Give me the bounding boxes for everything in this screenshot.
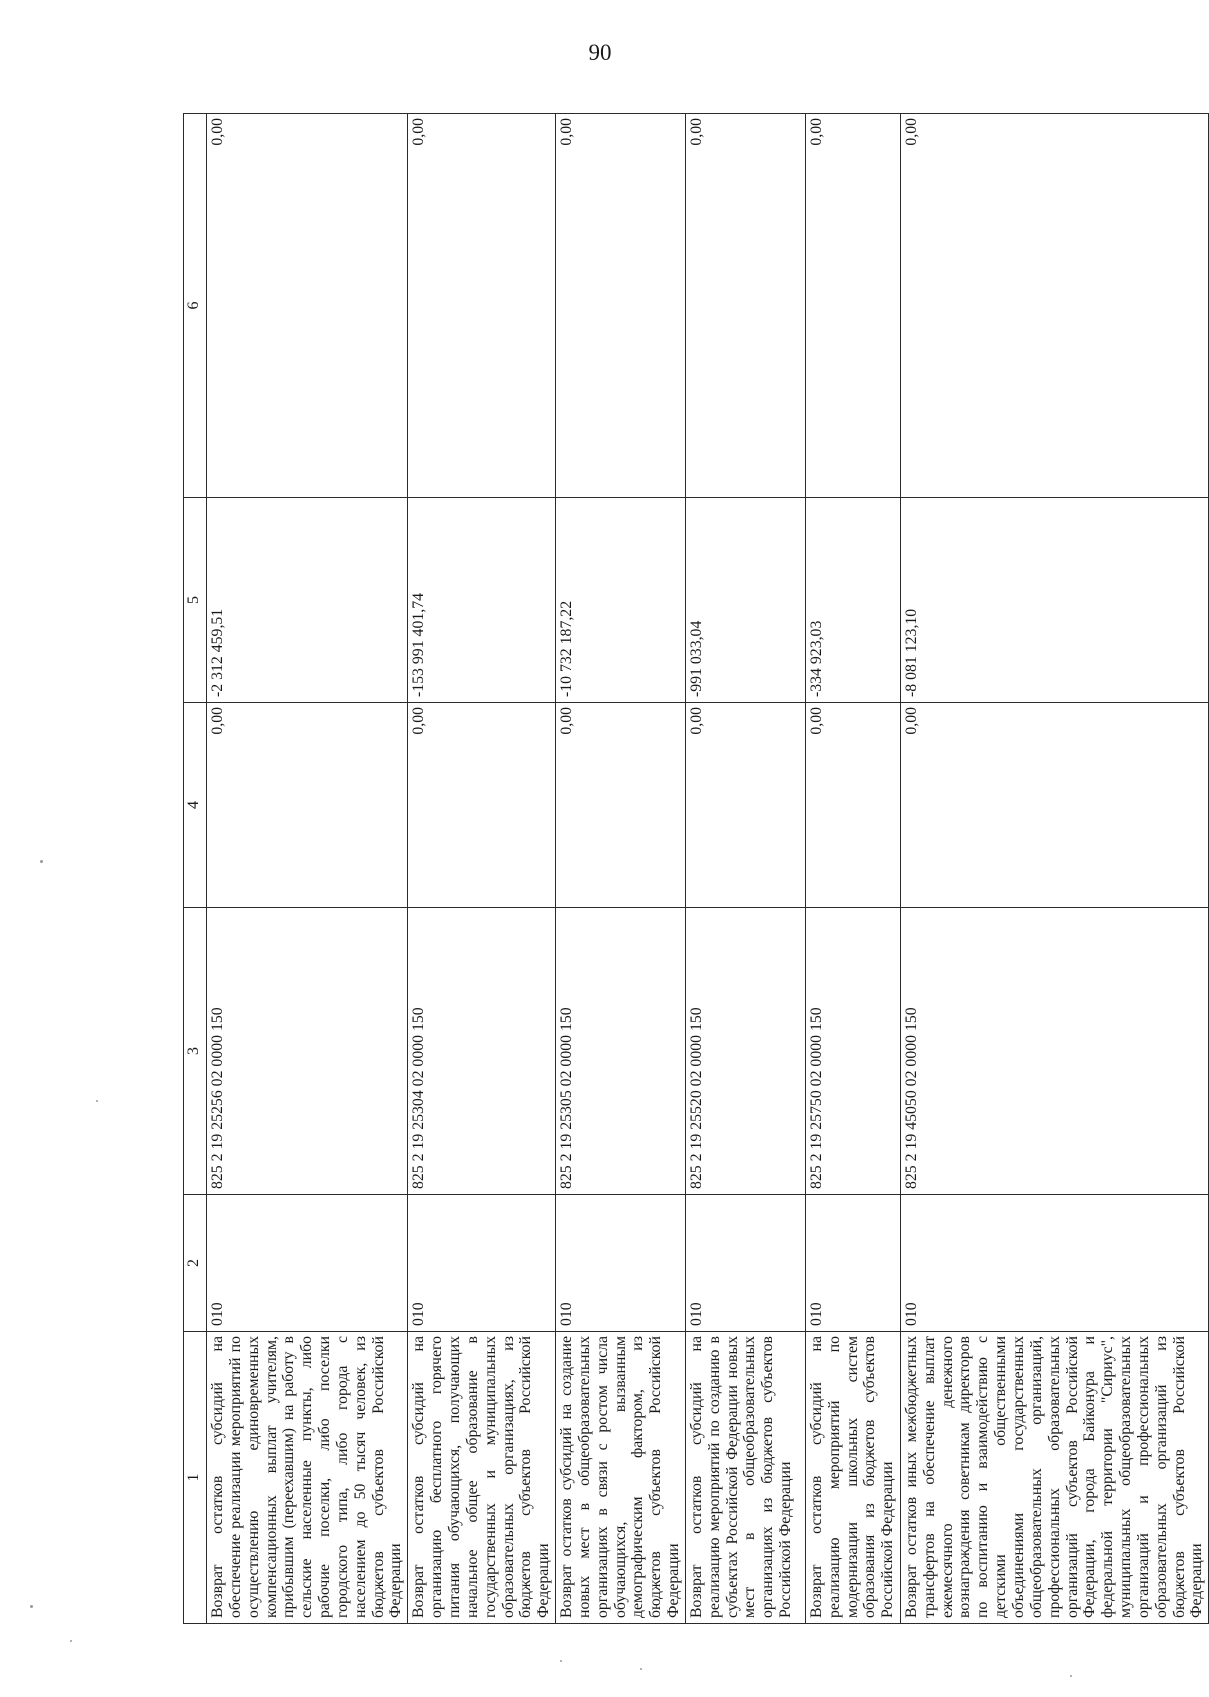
table-header-row	[184, 114, 207, 1624]
row-line-code: 010	[207, 1195, 408, 1332]
scan-speck	[70, 1640, 72, 1642]
row-col4-value: 0,00	[207, 703, 408, 908]
table-row	[408, 114, 556, 1624]
table-row	[556, 114, 686, 1624]
scan-speck	[640, 1668, 642, 1670]
row-col6-value: 0,00	[556, 114, 686, 498]
row-col6-value: 0,00	[207, 114, 408, 498]
row-col6-value: 0,00	[408, 114, 556, 498]
header-col-1: 1	[184, 1332, 207, 1624]
row-kbk-code: 825 2 19 25750 02 0000 150	[805, 908, 900, 1195]
budget-table	[183, 113, 1209, 1624]
row-line-code: 010	[805, 1195, 900, 1332]
scan-speck	[560, 1660, 562, 1662]
header-col-4: 4	[184, 703, 207, 908]
scan-speck	[1070, 1675, 1072, 1677]
scan-speck	[96, 1100, 98, 1102]
header-col-6: 6	[184, 114, 207, 498]
table-row	[900, 114, 1208, 1624]
row-description: Возврат остатков субсидий на организацию бесплатного горячего питания обучающихся, получающих начальное общее образование в государственных и муниципальных образовательных организациях, из бюджетов субъектов Российской Федерации	[408, 1332, 556, 1624]
header-col-3: 3	[184, 908, 207, 1195]
row-col6-value: 0,00	[685, 114, 805, 498]
row-col5-value: -334 923,03	[805, 498, 900, 703]
row-kbk-code: 825 2 19 25304 02 0000 150	[408, 908, 556, 1195]
row-line-code: 010	[408, 1195, 556, 1332]
row-line-code: 010	[556, 1195, 686, 1332]
row-col4-value: 0,00	[900, 703, 1208, 908]
header-col-2: 2	[184, 1195, 207, 1332]
rotated-table-container	[183, 114, 1206, 1624]
row-col5-value: -10 732 187,22	[556, 498, 686, 703]
row-line-code: 010	[685, 1195, 805, 1332]
table-row	[805, 114, 900, 1624]
row-col6-value: 0,00	[805, 114, 900, 498]
row-description: Возврат остатков субсидий на реализацию мероприятий по созданию в субъектах Российской Федерации новых мест в общеобразовательных организациях из бюджетов субъектов Российской Федерации	[685, 1332, 805, 1624]
row-col6-value: 0,00	[900, 114, 1208, 498]
row-col5-value: -8 081 123,10	[900, 498, 1208, 703]
row-kbk-code: 825 2 19 25520 02 0000 150	[685, 908, 805, 1195]
row-col4-value: 0,00	[556, 703, 686, 908]
table-row	[685, 114, 805, 1624]
scan-speck	[40, 860, 43, 863]
row-kbk-code: 825 2 19 25305 02 0000 150	[556, 908, 686, 1195]
row-col4-value: 0,00	[685, 703, 805, 908]
row-kbk-code: 825 2 19 25256 02 0000 150	[207, 908, 408, 1195]
row-description: Возврат остатков субсидий на обеспечение реализации мероприятий по осуществлению единовременных компенсационных выплат учителям, прибывшим (переехавшим) на работу в сельские населенные пункты, либо рабочие поселки, либо поселки городского типа, либо города с населением до 50 тысяч человек, из бюджетов субъектов Российской Федерации	[207, 1332, 408, 1624]
scan-speck	[30, 1605, 33, 1608]
row-col4-value: 0,00	[408, 703, 556, 908]
row-description: Возврат остатков иных межбюджетных трансфертов на обеспечение выплат ежемесячного денежного вознаграждения советникам директоров по воспитанию и взаимодействию с детскими общественными объединениями государственных общеобразовательных организаций, профессиональных образовательных организаций субъектов Российской Федерации, города Байконура и федеральной территории "Сириус", муниципальных общеобразовательных организаций и профессиональных образовательных организаций из бюджетов субъектов Российской Федерации	[900, 1332, 1208, 1624]
row-kbk-code: 825 2 19 45050 02 0000 150	[900, 908, 1208, 1195]
page-number: 90	[588, 40, 612, 65]
row-description: Возврат остатков субсидий на реализацию мероприятий по модернизации школьных систем образования из бюджетов субъектов Российской Федерации	[805, 1332, 900, 1624]
row-line-code: 010	[900, 1195, 1208, 1332]
row-col5-value: -153 991 401,74	[408, 498, 556, 703]
row-col5-value: -991 033,04	[685, 498, 805, 703]
row-description: Возврат остатков субсидий на создание новых мест в общеобразовательных организациях в связи с ростом числа обучающихся, вызванным демографическим фактором, из бюджетов субъектов Российской Федерации	[556, 1332, 686, 1624]
header-col-5: 5	[184, 498, 207, 703]
row-col4-value: 0,00	[805, 703, 900, 908]
table-row	[207, 114, 408, 1624]
row-col5-value: -2 312 459,51	[207, 498, 408, 703]
